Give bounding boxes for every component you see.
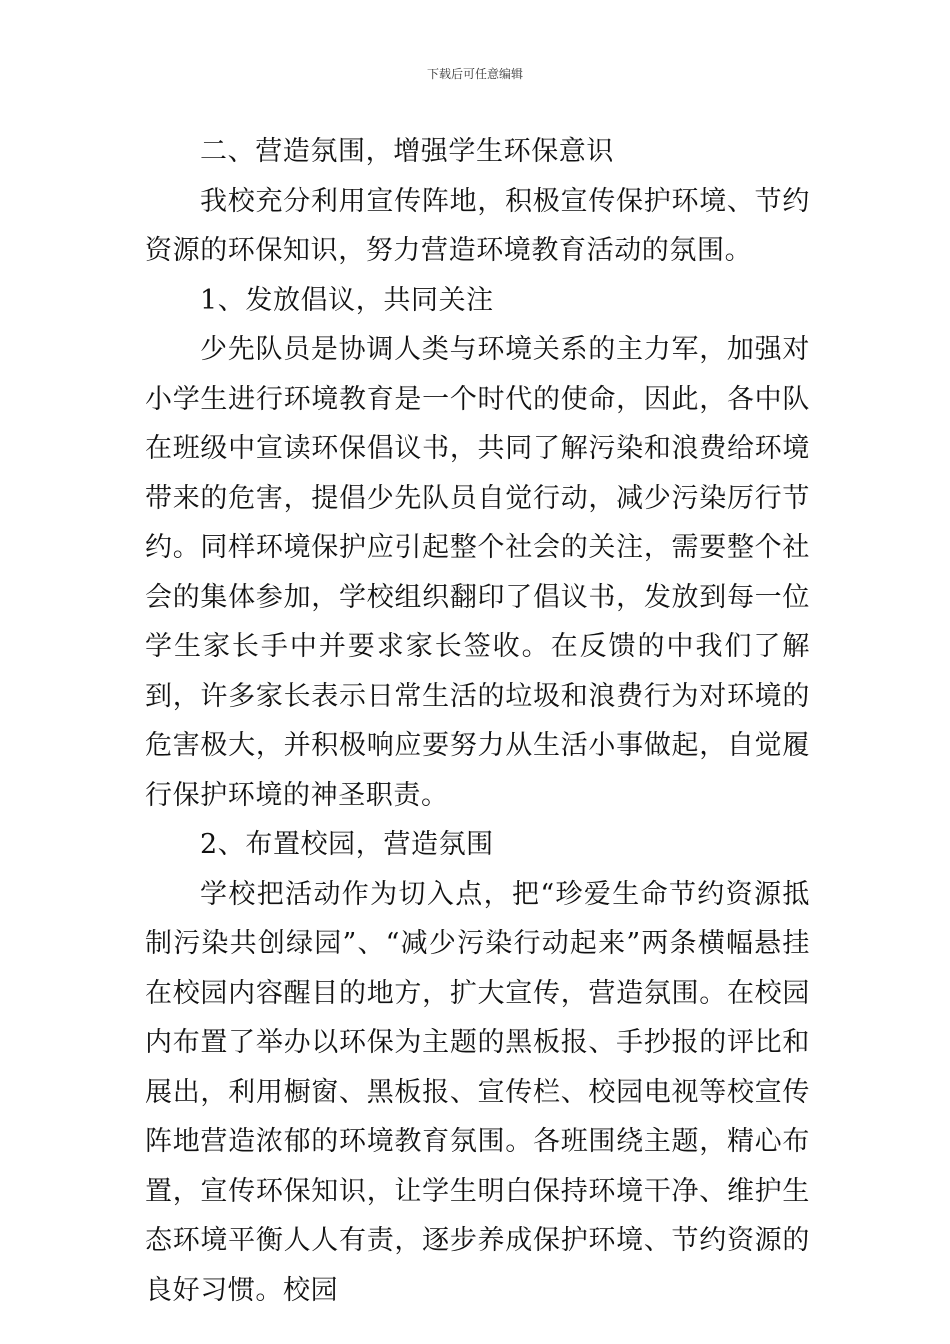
section-heading-environment-atmosphere: 二、营造氛围，增强学生环保意识 (200, 136, 614, 167)
paragraph-campus-details: 学校把活动作为切入点，把“珍爱生命节约资源抵制污染共创绿园”、“减少污染行动起来”两条横幅悬挂在校园内容醒目的地方，扩大宣传，营造氛围。在校园内布置了举办以环保为主题的黑板报、手抄报的评比和展出，利用橱窗、黑板报、宣传栏、校园电视等校宣传阵地营造浓郁的环境教育氛围。各班围绕主题，精心布置，宣传环保知识，让学生明白保持环境干净、维护生态环境平衡人人有责，逐步养成保护环境、节约资源的良好习惯。校园 (145, 878, 810, 1306)
page-header: 下载后可任意编辑 (426, 67, 523, 81)
paragraph-proposal-details: 少先队员是协调人类与环境关系的主力军，加强对小学生进行环境教育是一个时代的使命，因此，各中队在班级中宣读环保倡议书，共同了解污染和浪费给环境带来的危害，提倡少先队员自觉行动，减少污染厉行节约。同样环境保护应引起整个社会的关注，需要整个社会的集体参加，学校组织翻印了倡议书，发放到每一位学生家长手中并要求家长签收。在反馈的中我们了解到，许多家长表示日常生活的垃圾和浪费行为对环境的危害极大，并积极响应要努力从生活小事做起，自觉履行保护环境的神圣职责。 (145, 334, 810, 811)
paragraph-publicity-intro: 我校充分利用宣传阵地，积极宣传保护环境、节约资源的环保知识，努力营造环境教育活动的氛围。 (145, 185, 810, 266)
document-body (145, 127, 810, 1315)
subheading-campus-layout: 2、布置校园，营造氛围 (200, 829, 494, 860)
subheading-proposal: 1、发放倡议，共同关注 (200, 284, 494, 316)
